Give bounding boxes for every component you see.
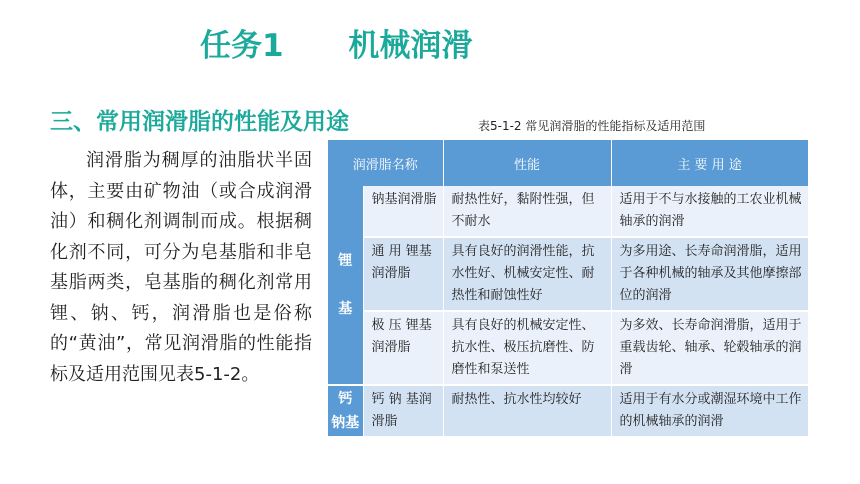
grease-name: 通 用 锂基润滑脂 (363, 237, 443, 311)
body-text (50, 146, 312, 390)
table-row (328, 311, 808, 385)
slide-title: 任务1 机械润滑 (200, 28, 473, 64)
grease-usage: 为多用途、长寿命润滑脂，适用于各种机械的轴承及其他摩擦部位的润滑 (611, 237, 808, 311)
header-performance: 性能 (443, 140, 611, 186)
grease-performance: 耐热性、抗水性均较好 (443, 385, 611, 437)
grease-table (328, 140, 809, 438)
table-header-row (328, 140, 808, 186)
table-row (328, 186, 808, 237)
header-usage: 主 要 用 途 (611, 140, 808, 186)
grease-performance: 耐热性好，黏附性强，但不耐水 (443, 186, 611, 237)
body-paragraph: 润滑脂为稠厚的油脂状半固体，主要由矿物油（或合成润滑油）和稠化剂调制而成。根据稠化剂不同，可分为皂基脂和非皂基脂两类，皂基脂的稠化剂常用锂、钠、钙，润滑脂也是俗称的“黄油”，常见润滑脂的性能指标及适用范围见表5-1-2。 (50, 150, 312, 385)
grease-usage: 为多效、长寿命润滑脂，适用于重载齿轮、轴承、轮毂轴承的润滑 (611, 311, 808, 385)
group-label-calcium-sodium: 钙 钠基 (328, 385, 363, 437)
grease-usage: 适用于不与水接触的工农业机械轴承的润滑 (611, 186, 808, 237)
grease-usage: 适用于有水分或潮湿环境中工作的机械轴承的润滑 (611, 385, 808, 437)
table-row (328, 237, 808, 311)
group-label-lithium: 锂 基 (328, 186, 363, 385)
section-heading: 三、常用润滑脂的性能及用途 (50, 109, 349, 135)
grease-name: 钠基润滑脂 (363, 186, 443, 237)
table-caption: 表5-1-2 常见润滑脂的性能指标及适用范围 (478, 119, 706, 133)
grease-performance: 具有良好的机械安定性、抗水性、极压抗磨性、防磨性和泵送性 (443, 311, 611, 385)
table-row (328, 385, 808, 437)
header-name: 润滑脂名称 (328, 140, 443, 186)
grease-performance: 具有良好的润滑性能，抗水性好、机械安定性、耐热性和耐蚀性好 (443, 237, 611, 311)
grease-name: 钙 钠 基润滑脂 (363, 385, 443, 437)
grease-name: 极 压 锂基润滑脂 (363, 311, 443, 385)
